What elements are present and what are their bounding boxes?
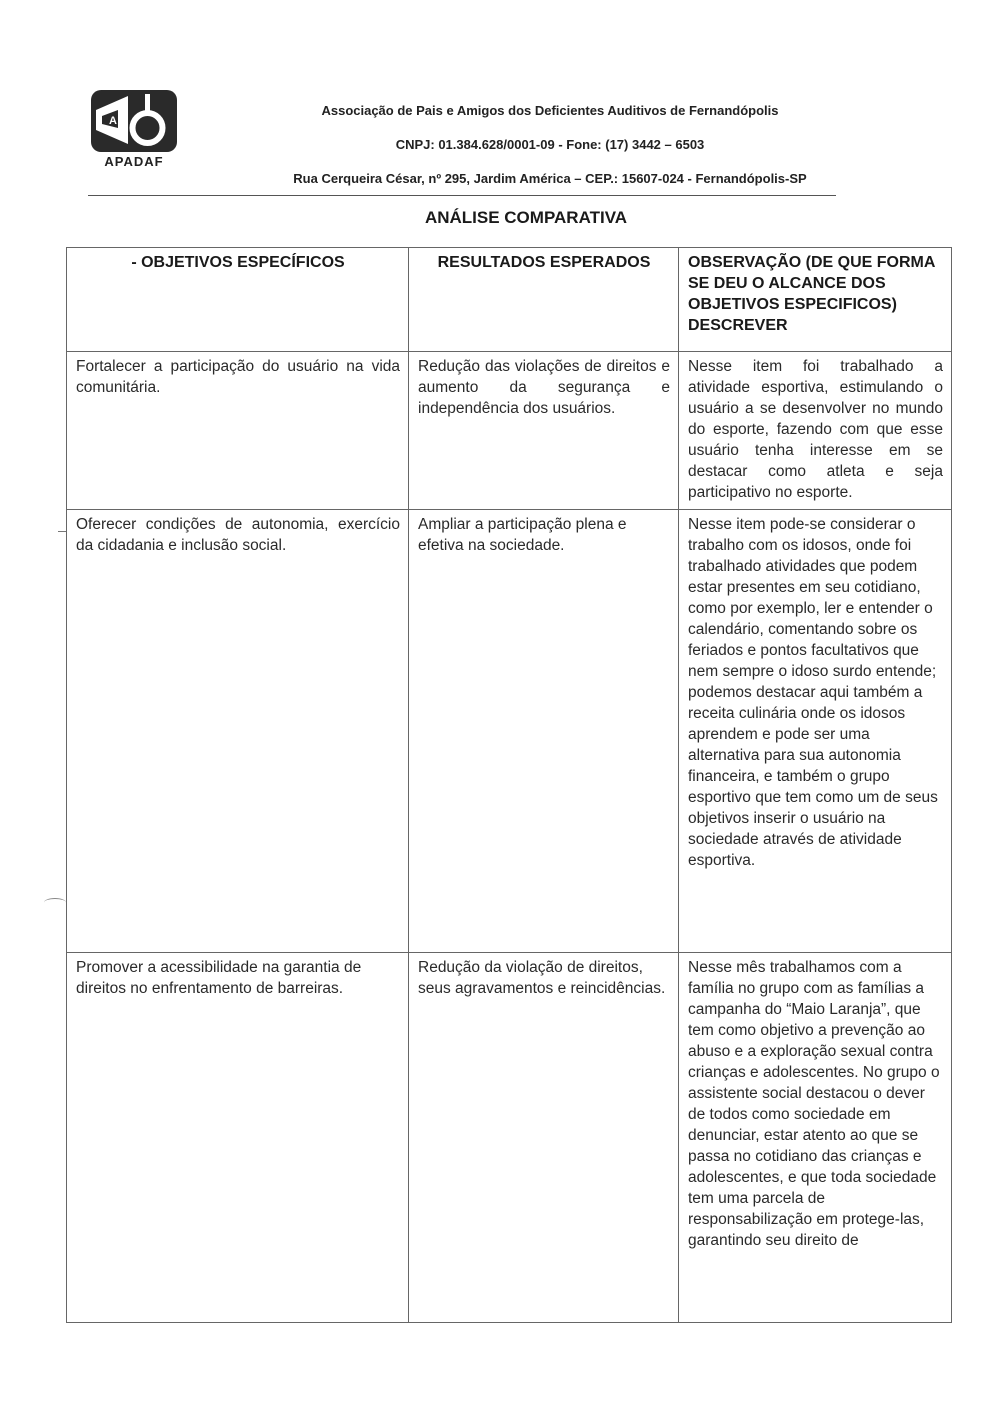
column-header-objectives: - OBJETIVOS ESPECÍFICOS bbox=[67, 248, 409, 352]
expected-result-cell: Ampliar a participação plena e efetiva na sociedade. bbox=[409, 510, 679, 953]
address: Rua Cerqueira César, nº 295, Jardim América – CEP.: 15607-024 - Fernandópolis-SP bbox=[293, 171, 807, 186]
cnpj-phone: CNPJ: 01.384.628/0001-09 - Fone: (17) 3442 – 6503 bbox=[395, 137, 705, 152]
scan-margin-mark bbox=[44, 898, 66, 907]
column-header-observation: OBSERVAÇÃO (DE QUE FORMA SE DEU O ALCANCE DOS OBJETIVOS ESPECIFICOS) DESCREVER bbox=[679, 248, 952, 352]
apadaf-logo bbox=[88, 88, 180, 176]
table-row bbox=[67, 352, 952, 510]
header-divider bbox=[88, 195, 836, 196]
logo-text: APADAF bbox=[104, 154, 164, 169]
observation-cell: Nesse item pode-se considerar o trabalho com os idosos, onde foi trabalhado atividades que podem estar presentes em seu cotidiano, como por exemplo, ler e entender o calendário, comentando sobre os feriados e pontos facultativos que nem sempre o idoso surdo entende; podemos destacar aqui também a receita culinária onde os idosos aprendem e pode ser uma alternativa para sua autonomia financeira, e também o grupo esportivo que tem como um de seus objetivos inserir o usuário na sociedade através de atividade esportiva. bbox=[679, 510, 952, 953]
table-row bbox=[67, 953, 952, 1323]
scan-margin-tick bbox=[58, 531, 66, 532]
organization-name: Associação de Pais e Amigos dos Deficientes Auditivos de Fernandópolis bbox=[321, 103, 779, 118]
comparative-analysis-table bbox=[66, 247, 952, 1323]
column-header-expected-results: RESULTADOS ESPERADOS bbox=[409, 248, 679, 352]
page-bottom-margin bbox=[60, 1337, 960, 1404]
table-row bbox=[67, 510, 952, 953]
objective-cell: Oferecer condições de autonomia, exercício da cidadania e inclusão social. bbox=[67, 510, 409, 953]
document-title: ANÁLISE COMPARATIVA bbox=[424, 208, 628, 227]
svg-text:A: A bbox=[109, 115, 117, 127]
objective-cell: Promover a acessibilidade na garantia de direitos no enfrentamento de barreiras. bbox=[67, 953, 409, 1323]
objective-cell: Fortalecer a participação do usuário na vida comunitária. bbox=[67, 352, 409, 510]
expected-result-cell: Redução das violações de direitos e aumento da segurança e independência dos usuários. bbox=[409, 352, 679, 510]
logo-emblem-icon bbox=[88, 88, 180, 154]
table-header-row bbox=[67, 248, 952, 352]
observation-cell: Nesse item foi trabalhado a atividade esportiva, estimulando o usuário a se desenvolver no mundo do esporte, fazendo com que esse usuário tenha interesse em se destacar como atleta e seja participativo no esporte. bbox=[679, 352, 952, 510]
observation-cell: Nesse mês trabalhamos com a família no grupo com as famílias a campanha do “Maio Laranja”, que tem como objetivo a prevenção ao abuso e a exploração sexual contra crianças e adolescentes. No grupo o assistente social destacou o dever de todos como sociedade em denunciar, estar atento ao que se passa no cotidiano das crianças e adolescentes, e que toda sociedade tem uma parcela de responsabilização em protege-las, garantindo seu direito de bbox=[679, 953, 952, 1323]
expected-result-cell: Redução da violação de direitos, seus agravamentos e reincidências. bbox=[409, 953, 679, 1323]
